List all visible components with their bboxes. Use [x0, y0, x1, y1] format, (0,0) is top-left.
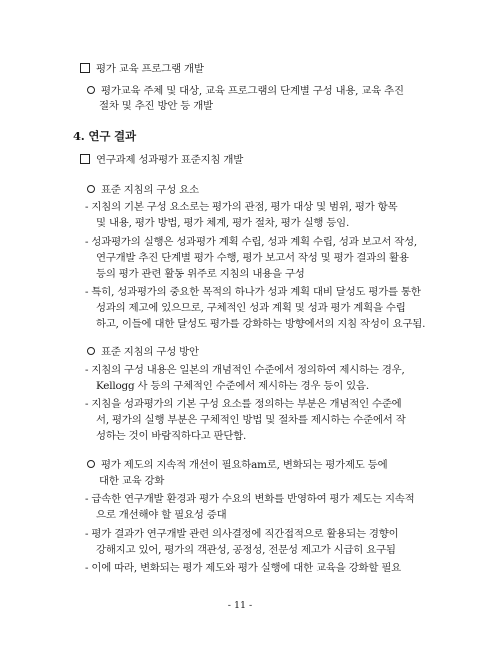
list-item-cont: 서, 평가의 실행 부분은 구체적인 방법 및 절차를 제시하는 수준에서 작: [96, 414, 406, 426]
subsection-education-program: 평가 교육 프로그램 개발: [80, 62, 204, 76]
circle-bullet-icon: [87, 460, 95, 468]
list-item: - 지침을 성과평가의 기본 구성 요소를 정의하는 부분은 개념적인 수준에: [85, 398, 402, 410]
list-item: - 성과평가의 실행은 성과평가 계획 수립, 성과 계획 수립, 성과 보고서 작성,: [85, 236, 418, 248]
square-bullet-icon: [80, 154, 90, 164]
list-item-cont: 및 내용, 평가 방법, 평가 체계, 평가 절차, 평가 실행 등임.: [96, 217, 350, 229]
block-title-composition-plan: 표준 지침의 구성 방안: [87, 345, 199, 359]
list-item: - 지침의 구성 내용은 일본의 개념적인 수준에서 정의하여 제시하는 경우,: [85, 364, 405, 376]
bullet-education-plan-cont: 절차 및 추진 방안 등 개발: [99, 100, 213, 112]
bullet-education-plan: 평가교육 주체 및 대상, 교육 프로그램의 단계별 구성 내용, 교육 추진: [87, 84, 404, 98]
square-bullet-icon: [80, 63, 90, 73]
list-item: - 이에 따라, 변화되는 평가 제도와 평가 실행에 대한 교육을 강화할 필요: [85, 562, 401, 574]
list-item-cont: 연구개발 추진 단계별 평가 수행, 평가 보고서 작성 및 평가 결과의 활용: [96, 252, 409, 264]
list-item-cont: 으로 개선해야 할 필요성 증대: [96, 509, 227, 521]
list-item: - 특히, 성과평가의 중요한 목적의 하나가 성과 계획 대비 달성도 평가를 통한: [85, 286, 421, 298]
page-number: - 11 -: [227, 600, 253, 611]
list-item: - 평가 결과가 연구개발 관련 의사결정에 직간접적으로 활용되는 경향이: [85, 528, 399, 540]
circle-bullet-icon: [87, 347, 95, 355]
circle-bullet-icon: [87, 185, 95, 193]
list-item-cont: 강해지고 있어, 평가의 객관성, 공정성, 전문성 제고가 시급히 요구됨: [96, 544, 396, 556]
block-title-components: 표준 지침의 구성 요소: [87, 183, 199, 197]
circle-bullet-icon: [87, 86, 95, 94]
list-item-cont: 하고, 이들에 대한 달성도 평가를 강화하는 방향에서의 지침 작성이 요구됨.: [96, 318, 426, 330]
list-item-cont: 성하는 것이 바람직하다고 판단함.: [96, 430, 247, 442]
list-item-cont: Kellogg 사 등의 구체적인 수준에서 제시하는 경우 등이 있음.: [96, 380, 369, 392]
section-heading: 4. 연구 결과: [73, 129, 136, 143]
list-item-cont: 성과의 제고에 있으므로, 구체적인 성과 계획 및 성과 평가 계획을 수립: [96, 302, 406, 314]
block-title-cont: 대한 교육 강화: [99, 475, 165, 487]
list-item: - 급속한 연구개발 환경과 평가 수요의 변화를 반영하여 평가 제도는 지속적: [85, 493, 415, 505]
list-item: - 지침의 기본 구성 요소로는 평가의 관점, 평가 대상 및 범위, 평가 항목: [85, 201, 398, 213]
block-title-education-strengthening: 평가 제도의 지속적 개선이 필요하am로, 변화되는 평가제도 등에: [87, 458, 387, 472]
subsection-standard-guideline: 연구과제 성과평가 표준지침 개발: [80, 153, 243, 167]
list-item-cont: 등의 평가 관련 활동 위주로 지침의 내용을 구성: [96, 268, 305, 280]
